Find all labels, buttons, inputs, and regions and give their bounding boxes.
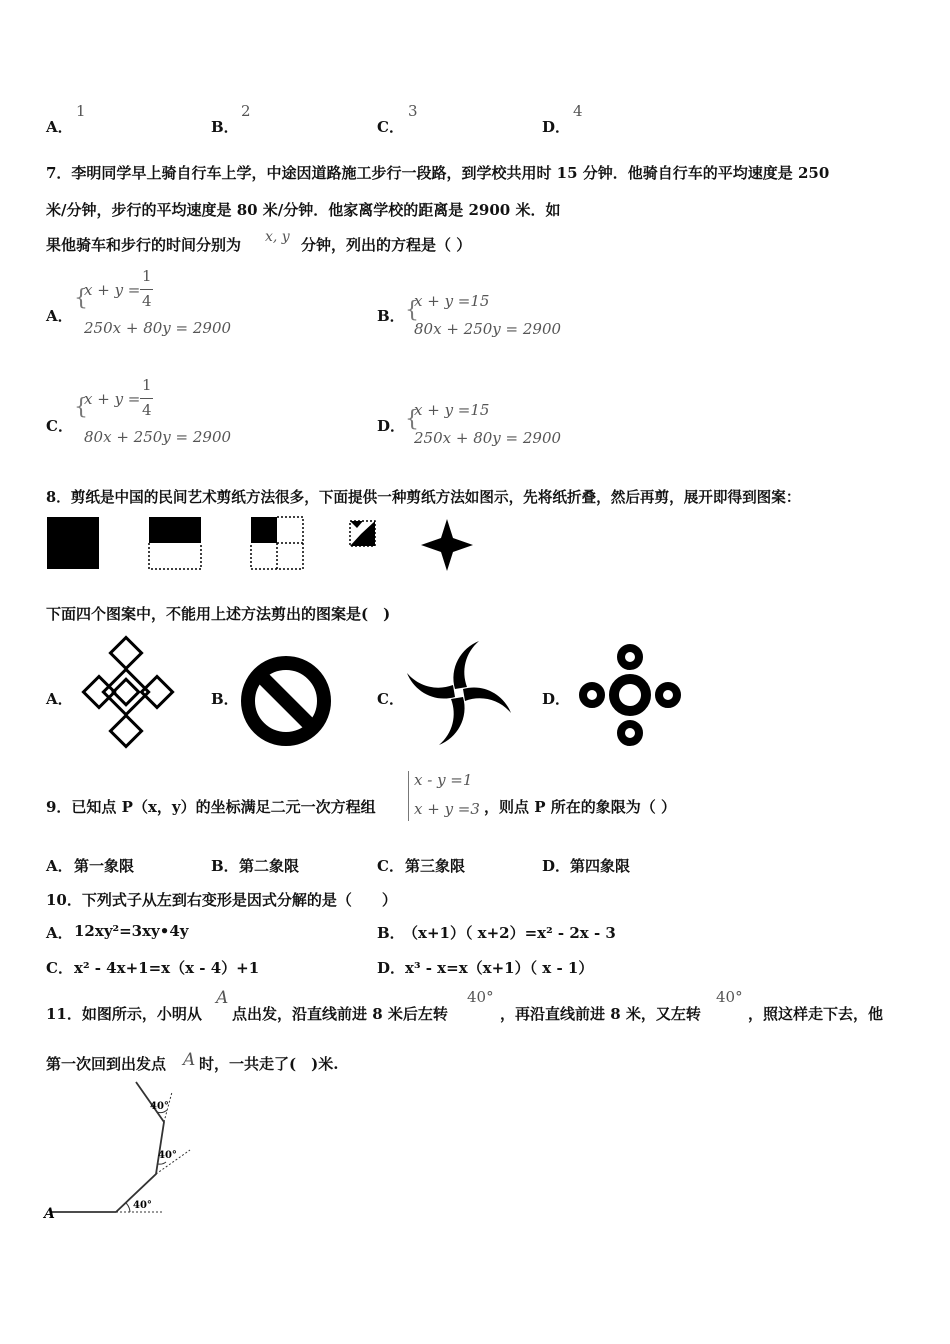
q7-option-c-eq1: x + y = xyxy=(84,390,141,408)
q11-angle-2: 40° xyxy=(716,988,743,1006)
q6-option-c-letter: C． xyxy=(377,118,404,136)
q10-option-d-text: x³ - x=x（x+1）（ x - 1） xyxy=(405,959,594,977)
q8-step5-result-star xyxy=(420,518,474,572)
q11-line1-d: ，照这样走下去，他 xyxy=(748,1005,884,1023)
q9-option-d-letter: D． xyxy=(542,857,571,875)
q10-option-b-letter: B． xyxy=(377,924,405,942)
q10-option-c-letter: C． xyxy=(46,959,73,977)
q11-angle-1: 40° xyxy=(467,988,494,1006)
q9-stem-b: ，则点 P 所在的象限为（ ） xyxy=(484,798,676,816)
q7-option-b-letter: B． xyxy=(377,307,405,325)
q6-option-d-letter: D． xyxy=(542,118,571,136)
q10-stem: 10．下列式子从左到右变形是因式分解的是（ ） xyxy=(46,891,397,909)
q9-eq1: x - y =1 xyxy=(414,771,473,789)
q8-step1-square xyxy=(46,516,100,570)
q7-option-d-eq1: x + y =15 xyxy=(414,401,490,419)
q7-stem-line3b: 分钟，列出的方程是（ ） xyxy=(301,236,472,254)
q6-option-d-value: 4 xyxy=(573,102,583,120)
q10-option-c-text: x² - 4x+1=x（x - 4）+1 xyxy=(74,959,260,977)
q8-step3-fold-quarter xyxy=(250,516,304,570)
q11-line1-c: ，再沿直线前进 8 米，又左转 xyxy=(500,1005,701,1023)
q7-stem-line2: 米/分钟，步行的平均速度是 80 米/分钟．他家离学校的距离是 2900 米．如 xyxy=(46,201,561,219)
q10-option-a-letter: A． xyxy=(46,924,73,942)
q6-option-b-value: 2 xyxy=(241,102,251,120)
q6-option-a-value: 1 xyxy=(76,102,86,120)
q8-step4-cut xyxy=(349,520,377,548)
q8-option-a-letter: A． xyxy=(46,690,73,708)
q7-option-a-den: 4 xyxy=(142,292,152,310)
q7-option-c-frac-line xyxy=(140,398,153,399)
q9-option-a-letter: A． xyxy=(46,857,73,875)
q10-option-a-text: 12xy²=3xy•4y xyxy=(74,922,189,940)
q7-option-a-num: 1 xyxy=(142,267,152,285)
q7-option-d-eq2: 250x + 80y = 2900 xyxy=(414,429,562,447)
q7-option-c-eq2: 80x + 250y = 2900 xyxy=(84,428,232,446)
q7-option-b-eq1: x + y =15 xyxy=(414,292,490,310)
q7-option-b-eq2: 80x + 250y = 2900 xyxy=(414,320,562,338)
q6-option-c-value: 3 xyxy=(408,102,418,120)
q7-option-a-eq2: 250x + 80y = 2900 xyxy=(84,319,232,337)
q8-stem: 8．剪纸是中国的民间艺术剪纸方法很多，下面提供一种剪纸方法如图示，先将纸折叠，然后再剪，展开即得到图案： xyxy=(46,489,801,506)
q11-figure-angle-1: 40° xyxy=(133,1200,152,1211)
q7-option-a-frac-line xyxy=(140,289,153,290)
q7-option-a-letter: A． xyxy=(46,307,73,325)
q8-option-c-letter: C． xyxy=(377,690,404,708)
q7-option-c-brace: { xyxy=(74,395,88,420)
q11-line2-point: A xyxy=(183,1050,196,1070)
q6-option-b-letter: B． xyxy=(211,118,239,136)
q11-point-a: A xyxy=(216,988,229,1008)
q8-option-b-letter: B． xyxy=(211,690,239,708)
q9-option-d-text: 第四象限 xyxy=(570,857,631,875)
q10-option-b-text: （x+1）（ x+2）=x² - 2x - 3 xyxy=(403,924,616,942)
q7-option-c-num: 1 xyxy=(142,376,152,394)
q7-stem-line1: 7．李明同学早上骑自行车上学，中途因道路施工步行一段路，到学校共用时 15 分钟．他骑自行车的平均速度是 250 xyxy=(46,164,830,182)
q7-stem-vars: x, y xyxy=(265,229,290,245)
q9-eq2: x + y =3 xyxy=(414,800,480,818)
q7-option-d-brace: { xyxy=(405,407,419,432)
q7-option-b-brace: { xyxy=(405,298,419,323)
q7-stem-line3a: 果他骑车和步行的时间分别为 xyxy=(46,236,242,254)
q11-line2-b: 时，一共走了( )米. xyxy=(199,1055,339,1073)
q11-figure-label-a: A xyxy=(44,1206,55,1222)
q8-option-d-letter: D． xyxy=(542,690,571,708)
q9-option-a-text: 第一象限 xyxy=(74,857,135,875)
q9-option-b-text: 第二象限 xyxy=(239,857,300,875)
q11-figure-angle-2: 40° xyxy=(158,1150,177,1161)
q11-line1-a: 11．如图所示，小明从 xyxy=(46,1005,202,1023)
q7-option-a-eq1: x + y = xyxy=(84,281,141,299)
q7-option-d-letter: D． xyxy=(377,417,406,435)
q8-step2-fold-half xyxy=(148,516,202,570)
q9-option-c-letter: C． xyxy=(377,857,404,875)
q9-system-bar xyxy=(408,771,409,821)
q10-option-d-letter: D． xyxy=(377,959,406,977)
q9-stem-a: 9．已知点 P（x，y）的坐标满足二元一次方程组 xyxy=(46,798,376,816)
q8-option-a-knot-pattern xyxy=(80,639,176,745)
q11-path-figure xyxy=(40,1078,210,1223)
q11-figure-angle-3: 40° xyxy=(150,1101,169,1112)
q11-line1-b: 点出发，沿直线前进 8 米后左转 xyxy=(232,1005,448,1023)
q8-question: 下面四个图案中，不能用上述方法剪出的图案是( ) xyxy=(46,605,391,623)
q8-option-d-ring-pattern xyxy=(578,643,682,747)
q9-option-c-text: 第三象限 xyxy=(405,857,466,875)
q8-option-b-prohibition-sign xyxy=(240,655,332,747)
q11-line2-a: 第一次回到出发点 xyxy=(46,1055,167,1073)
q9-option-b-letter: B． xyxy=(211,857,239,875)
q7-option-c-den: 4 xyxy=(142,401,152,419)
q8-option-c-pinwheel xyxy=(407,640,511,746)
q6-option-a-letter: A． xyxy=(46,118,73,136)
q7-option-c-letter: C． xyxy=(46,417,73,435)
q7-option-a-brace: { xyxy=(74,286,88,311)
